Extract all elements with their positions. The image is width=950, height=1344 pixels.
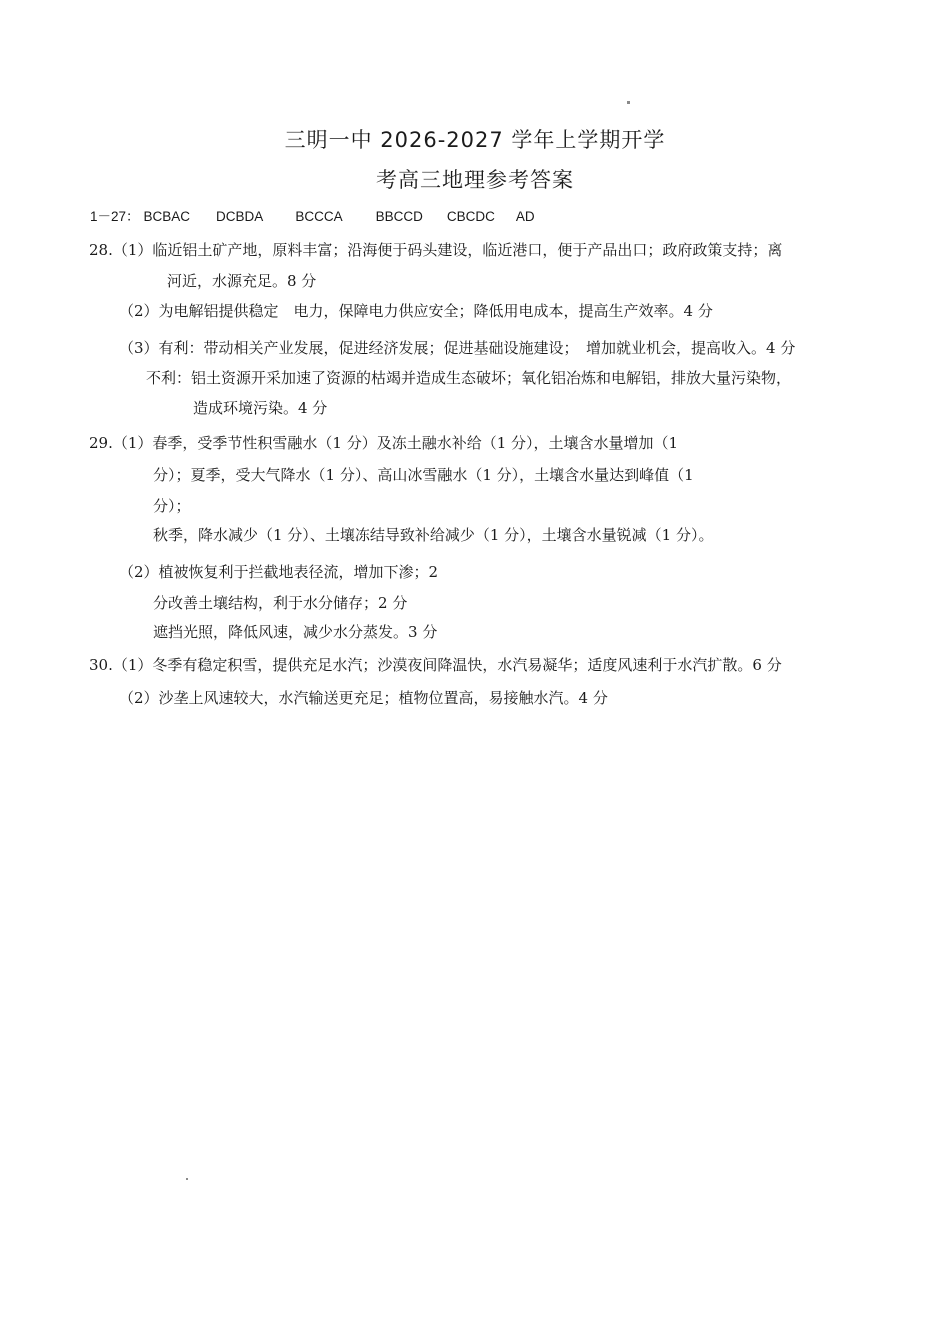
mc-group-6: AD <box>515 209 535 224</box>
q28-part1-line1: 28.（1）临近铝土矿产地，原料丰富；沿海便于码头建设，临近港口，便于产品出口；政府政策支持；离 <box>89 241 783 259</box>
q28-part2: （2）为电解铝提供稳定 电力，保障电力供应安全；降低用电成本，提高生产效率。4 分 <box>119 302 713 320</box>
mc-group-3: BCCCA <box>295 209 343 224</box>
q29-part1-line2: 分）；夏季，受大气降水（1 分）、高山冰雪融水（1 分），土壤含水量达到峰值（1 <box>153 466 694 484</box>
q28-part3-line3: 造成环境污染。4 分 <box>193 399 328 417</box>
mc-group-2: DCBDA <box>216 209 264 224</box>
q30-part2: （2）沙垄上风速较大，水汽输送更充足；植物位置高，易接触水汽。4 分 <box>119 689 608 707</box>
page-mark-top <box>627 101 630 104</box>
q29-part1-line4: 秋季，降水减少（1 分）、土壤冻结导致补给减少（1 分），土壤含水量锐减（1 分）。 <box>153 526 714 544</box>
q28-part3-line1: （3）有利：带动相关产业发展，促进经济发展；促进基础设施建设； 增加就业机会，提高收入。4 分 <box>119 339 796 357</box>
document-subtitle: 考高三地理参考答案 <box>376 168 574 192</box>
q29-part2-line1: （2）植被恢复利于拦截地表径流，增加下渗；2 <box>119 563 439 581</box>
mc-group-5: CBCDC <box>446 209 495 224</box>
q29-part1-line3: 分）； <box>153 497 191 515</box>
page-mark-bottom <box>186 1178 188 1180</box>
q29-part1-line1: 29.（1）春季，受季节性积雪融水（1 分）及冻土融水补给（1 分），土壤含水量增加（1 <box>89 434 679 452</box>
q28-part3-line2: 不利：铝土资源开采加速了资源的枯竭并造成生态破坏；氧化铝冶炼和电解铝，排放大量污染物， <box>146 369 792 387</box>
mc-group-1: BCBAC <box>143 209 191 224</box>
q29-part2-line2: 分改善土壤结构，利于水分储存；2 分 <box>153 594 408 612</box>
mc-group-4: BBCCD <box>375 209 423 224</box>
document-title: 三明一中 2026-2027 学年上学期开学 <box>284 128 666 152</box>
q30-part1: 30.（1）冬季有稳定积雪，提供充足水汽；沙漠夜间降温快，水汽易凝华；适度风速利于水汽扩散。6 分 <box>89 656 782 674</box>
q28-part1-line2: 河近，水源充足。8 分 <box>167 272 317 290</box>
multiple-choice-answers <box>90 205 535 225</box>
mc-label: 1－27： <box>90 209 140 224</box>
q29-part2-line3: 遮挡光照，降低风速，减少水分蒸发。3 分 <box>153 623 438 641</box>
